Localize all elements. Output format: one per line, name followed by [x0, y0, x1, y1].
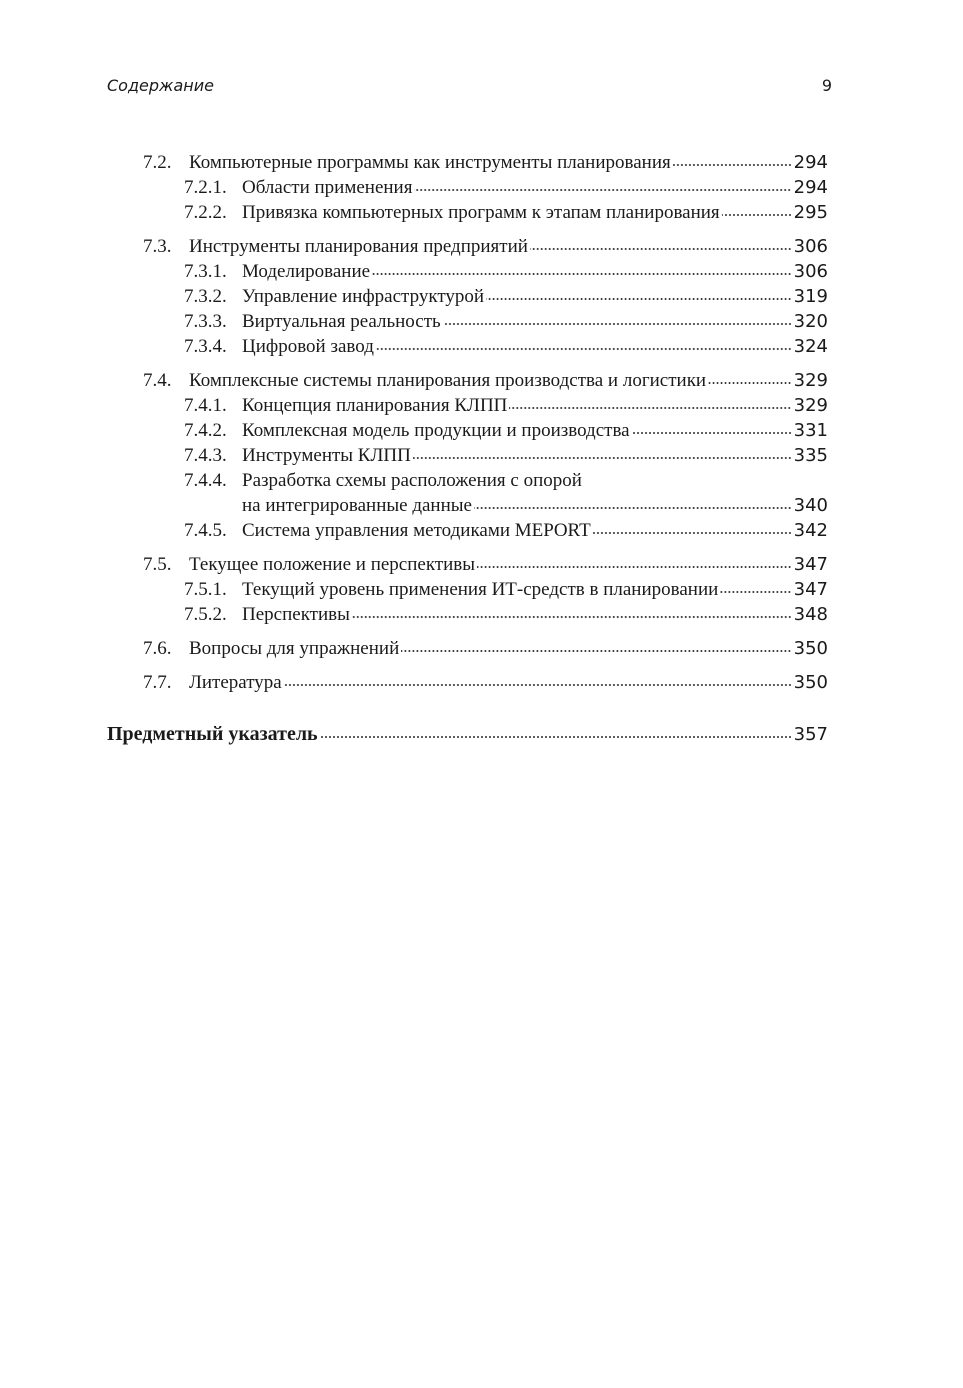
dot-leader: [414, 186, 791, 194]
dot-leader: [673, 161, 792, 169]
toc-entry-number: 7.5.: [143, 554, 172, 575]
toc-entry-7-4-3[interactable]: [184, 443, 828, 468]
toc-entry-page: 319: [793, 286, 828, 307]
toc-entry-page: 329: [793, 395, 828, 416]
toc-entry-number: 7.3.2.: [184, 286, 227, 307]
toc-entry-7-5[interactable]: [143, 552, 828, 577]
dot-leader: [593, 529, 792, 537]
dot-leader: [722, 211, 792, 219]
toc-entry-number: 7.3.3.: [184, 311, 227, 332]
dot-leader: [320, 733, 792, 741]
toc-entry-7-4-5[interactable]: [184, 518, 828, 543]
toc-entry-7-6[interactable]: [143, 636, 828, 661]
toc-entry-number: 7.3.1.: [184, 261, 227, 282]
dot-leader: [509, 404, 791, 412]
toc-entry-title: Инструменты КЛПП: [242, 445, 411, 466]
toc-entry-index[interactable]: [107, 722, 828, 747]
toc-entry-title-continuation: на интегрированные данные: [242, 495, 472, 516]
toc-entry-title: Инструменты планирования предприятий: [189, 236, 528, 257]
dot-leader: [708, 379, 792, 387]
toc-entry-title: Система управления методиками MEPORT: [242, 520, 591, 541]
toc-entry-page: 342: [793, 520, 828, 541]
toc-entry-number: 7.2.1.: [184, 177, 227, 198]
toc-entry-page: 335: [793, 445, 828, 466]
toc-entry-page: 294: [793, 177, 828, 198]
toc-entry-page: 306: [793, 236, 828, 257]
dot-leader: [720, 588, 791, 596]
toc-entry-title: Концепция планирования КЛПП: [242, 395, 508, 416]
toc-entry-number: 7.4.: [143, 370, 172, 391]
toc-entry-title: Предметный указатель: [107, 723, 318, 745]
toc-entry-7-3-4[interactable]: [184, 334, 828, 359]
toc-entry-title: Перспективы: [242, 604, 350, 625]
toc-entry-page: 320: [793, 311, 828, 332]
toc-entry-page: 324: [793, 336, 828, 357]
toc-entry-number: 7.4.1.: [184, 395, 227, 416]
toc-entry-number: 7.2.: [143, 152, 172, 173]
toc-entry-number: 7.5.1.: [184, 579, 227, 600]
toc-entry-page: 295: [793, 202, 828, 223]
toc-entry-number: 7.3.: [143, 236, 172, 257]
toc-entry-7-2[interactable]: [143, 150, 828, 175]
toc-entry-7-3[interactable]: [143, 234, 828, 259]
toc-entry-page: 350: [793, 638, 828, 659]
toc-entry-page: 347: [793, 554, 828, 575]
toc-entry-number: 7.5.2.: [184, 604, 227, 625]
toc-entry-7-4-2[interactable]: [184, 418, 828, 443]
toc-entry-page: 331: [793, 420, 828, 441]
toc-entry-7-5-2[interactable]: [184, 602, 828, 627]
toc-entry-7-4-1[interactable]: [184, 393, 828, 418]
toc-entry-7-3-1[interactable]: [184, 259, 828, 284]
dot-leader: [372, 270, 792, 278]
toc-entry-number: 7.4.3.: [184, 445, 227, 466]
toc-entry-page: 357: [793, 724, 828, 745]
toc-entry-title: Литература: [189, 672, 282, 693]
toc-entry-page: 347: [793, 579, 828, 600]
toc-entry-title: Комплексная модель продукции и производства: [242, 420, 630, 441]
dot-leader: [284, 681, 792, 689]
dot-leader: [413, 454, 792, 462]
dot-leader: [632, 429, 792, 437]
dot-leader: [530, 245, 792, 253]
toc-entry-number: 7.4.4.: [184, 470, 227, 491]
toc-entry-title: Компьютерные программы как инструменты планирования: [189, 152, 671, 173]
toc-entry-number: 7.3.4.: [184, 336, 227, 357]
toc-entry-title: Текущий уровень применения ИТ-средств в планировании: [242, 579, 719, 600]
toc-entry-number: 7.4.2.: [184, 420, 227, 441]
toc-entry-title: Вопросы для упражнений: [189, 638, 400, 659]
toc-entry-7-3-3[interactable]: [184, 309, 828, 334]
dot-leader: [352, 613, 792, 621]
toc-entry-page: 340: [793, 495, 828, 516]
toc-entry-7-7[interactable]: [143, 670, 828, 695]
toc-entry-page: 306: [793, 261, 828, 282]
toc-entry-title: Моделирование: [242, 261, 371, 282]
toc-entry-title: Виртуальная реальность: [242, 311, 441, 332]
running-title: Содержание: [107, 76, 214, 95]
toc-entry-number: 7.6.: [143, 638, 172, 659]
toc-entry-title: Текущее положение и перспективы: [189, 554, 476, 575]
toc-entry-7-4-4-continuation[interactable]: [242, 493, 828, 518]
toc-entry-title: Комплексные системы планирования производства и логистики: [189, 370, 707, 391]
toc-entry-title: Управление инфраструктурой: [242, 286, 485, 307]
dot-leader: [477, 563, 792, 571]
toc-entry-7-4-4[interactable]: [184, 468, 828, 493]
toc-entry-7-4[interactable]: [143, 368, 828, 393]
toc-entry-page: 294: [793, 152, 828, 173]
dot-leader: [401, 647, 791, 655]
toc-entry-7-5-1[interactable]: [184, 577, 828, 602]
dot-leader: [486, 295, 792, 303]
page-number: 9: [821, 76, 832, 95]
toc-entry-title: Разработка схемы расположения с опорой: [242, 470, 582, 491]
toc-entry-7-3-2[interactable]: [184, 284, 828, 309]
toc-entry-page: 348: [793, 604, 828, 625]
toc-entry-title: Привязка компьютерных программ к этапам планирования: [242, 202, 720, 223]
toc-entry-page: 350: [793, 672, 828, 693]
dot-leader: [474, 504, 792, 512]
toc-entry-number: 7.4.5.: [184, 520, 227, 541]
dot-leader: [376, 345, 792, 353]
toc-entry-number: 7.7.: [143, 672, 172, 693]
toc-entry-page: 329: [793, 370, 828, 391]
toc-entry-title: Области применения: [242, 177, 413, 198]
toc-entry-title: Цифровой завод: [242, 336, 374, 357]
toc-entry-number: 7.2.2.: [184, 202, 227, 223]
dot-leader: [443, 320, 792, 328]
toc-entry-7-2-2[interactable]: [184, 200, 828, 225]
toc-entry-7-2-1[interactable]: [184, 175, 828, 200]
